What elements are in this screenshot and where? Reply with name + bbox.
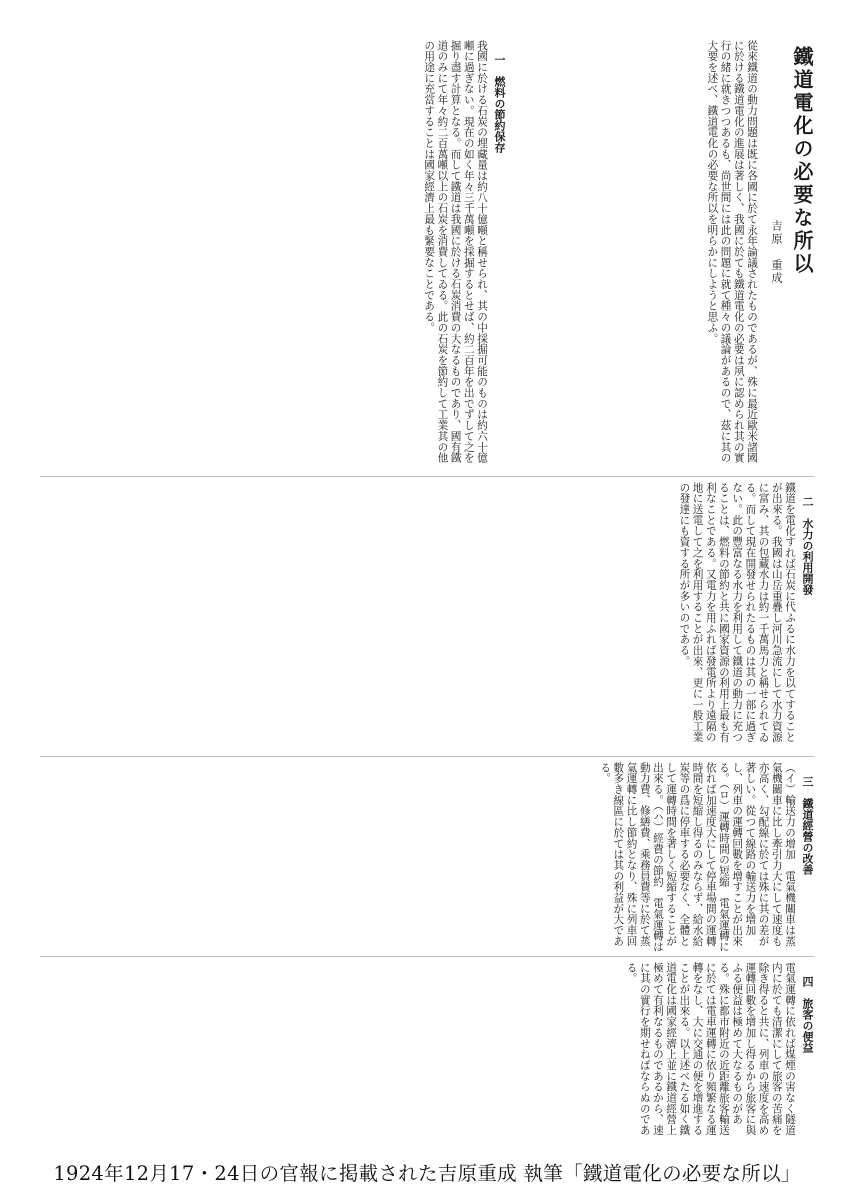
section-body-1: 我國に於ける石炭の埋藏量は約八十億噸と稱せられ、其の中採掘可能のものは約六十億噸に過ぎない。現在の如く年々三千萬噸を採掘するとせば、約二百年を出でずして之を掘り盡す計算となる。而して鐵道は我國に於ける石炭消費の大なるものであり、國有鐵道のみにて年々約二百萬噸以上の石炭を消費してゐる。此の石炭を節約して工業其の他の用途に充當することは國家經濟上最も緊要なことである。 [423,40,488,464]
band-divider [40,756,814,757]
band-divider [40,476,814,477]
article-author: 吉原 重成 [770,220,783,285]
band-divider [40,956,814,957]
second-text-band [40,482,814,752]
section-heading-1: 一 燃料の節約保存 [493,54,506,153]
section-heading-3: 三 鐵道經營の改善 [801,776,814,875]
article-title: 鐵道電化の必要な所以 [790,46,814,276]
section-heading-4: 四 旅客の便益 [801,976,814,1053]
upper-text-band [40,40,814,472]
section-body-3: （イ）輸送力の增加 電氣機關車は蒸氣機關車に比し牽引力大にして速度も亦高く、勾配線に於ては殊に其の差が著しい。從つて線路の輸送力を增加し、列車の運轉回數を增すことが出來る。（ロ）運轉時間の短縮 電氣運轉に依れば加速度大にして停車場間の運轉時間を短縮し得るのみならず、給水給炭等の爲に停車する必要なく、全體として運轉時間を著しく短縮することが出來る。（ハ）經費の節約 電氣運轉は動力費、修繕費、乘務員費等に於て蒸氣運轉に比し節約となり、殊に列車回數多き線區に於ては其の利益が大である。 [599,762,796,952]
section-body-2: 鐵道を電化すれば石炭に代ふるに水力を以てすることが出來る。我國は山岳重疊し河川急流にして水力資源に富み、其の包藏水力は約一千萬馬力と稱せられてゐる。而して現在開發せられたるものは其の一部に過ぎない。此の豐富なる水力を利用して鐵道の動力に充つることは、燃料の節約と共に國家資源の利用上最も有利なことである。又電力を用ふれば發電所より遠隔の地に送電して之を利用することが出來、更に一般工業の發達にも資する所が多いのである。 [678,482,796,743]
section-body-4: 電氣運轉に依れば煤煙の害なく隧道内に於ても清潔にして旅客の苦痛を除き得ると共に、列車の速度を高め運轉回數を增加し得るから旅客に與ふる便益は極めて大なるものがある。殊に都市附近の近距離旅客輸送に於ては電車運轉に依り頻繁なる運轉をなし、大に交通の便を增進することが出來る。以上述べたる如く鐵道電化は國家經濟上並に鐵道經營上極めて有利なるものであるから、速に其の實行を期せねばならぬのである。 [625,962,796,1136]
intro-paragraph: 從來鐵道の動力問題は既に各國に於て永年論議されたものであるが、殊に最近歐米諸國に於ける鐵道電化の進展は著しく、我國に於ても鐵道電化の必要は夙に認められ其の實行の緒に就きつつあるも、尚世間には此の問題に就て種々の議論があるので、茲に其の大要を述べ、鐵道電化の必要な所以を明らかにしようと思ふ。 [706,40,758,464]
bottom-text-band [40,962,814,1142]
image-caption: 1924年12月17・24日の官報に掲載された吉原重成 執筆「鐵道電化の必要な所以」 [53,1162,801,1185]
section-heading-2: 二 水力の利用開發 [801,496,814,595]
third-text-band [40,762,814,952]
